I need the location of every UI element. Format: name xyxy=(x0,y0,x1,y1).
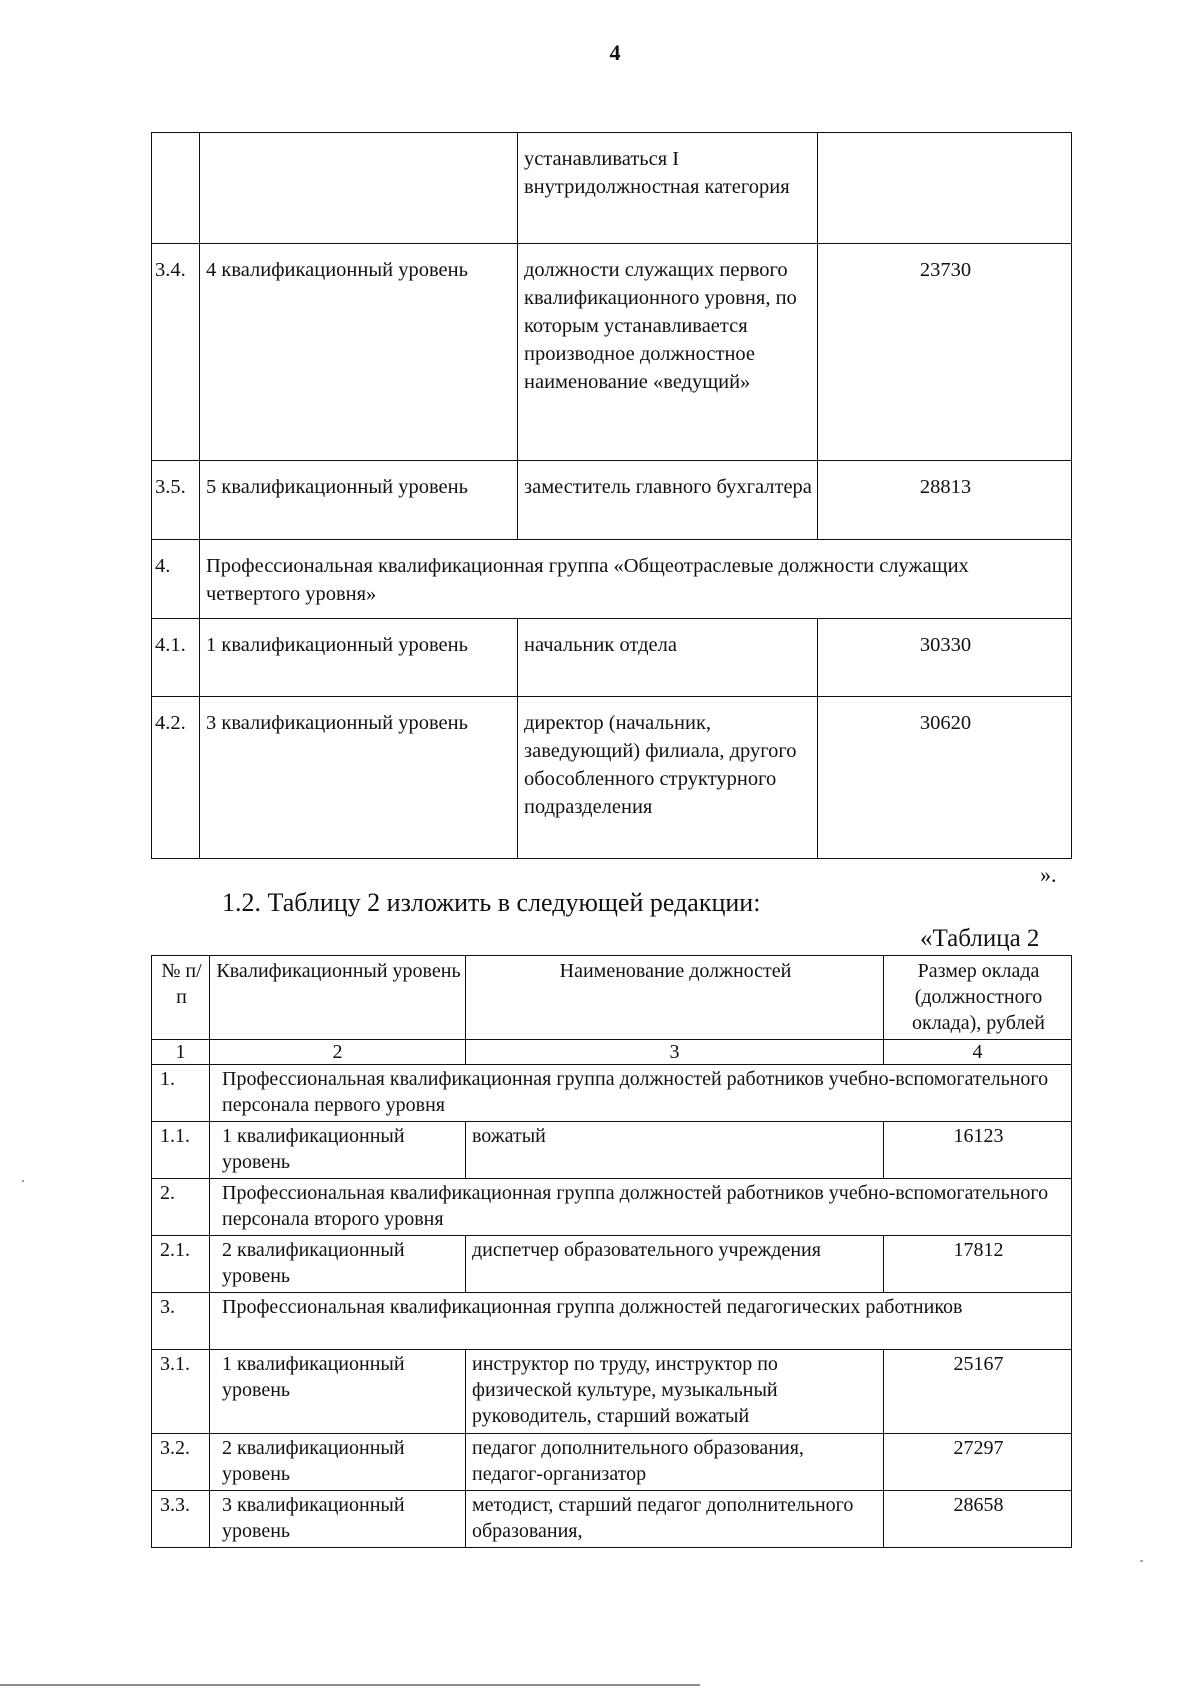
salary-value: 28813 xyxy=(818,461,1072,540)
qualification-level: 1 квалификационный уровень xyxy=(210,1122,466,1179)
qualification-group-title: Профессиональная квалификационная группа должностей педагогических работников xyxy=(210,1293,1072,1350)
row-number: 3.5. xyxy=(152,461,200,540)
table-row xyxy=(152,697,1072,859)
salary-value: 27297 xyxy=(884,1434,1072,1491)
instruction-text: 1.2. Таблицу 2 изложить в следующей редакции: xyxy=(222,888,761,917)
row-number: 3.4. xyxy=(152,244,200,461)
qualification-group-title: Профессиональная квалификационная группа должностей работников учебно-вспомогательного персонала первого уровня xyxy=(210,1065,1072,1122)
column-index-row xyxy=(152,1040,1072,1065)
row-number: 1.1. xyxy=(152,1122,210,1179)
position-names: начальник отдела xyxy=(518,619,818,697)
table-row xyxy=(152,1350,1072,1434)
scan-artifact-dot xyxy=(1140,1560,1143,1562)
table-row xyxy=(152,1236,1072,1293)
scan-artifact-line xyxy=(0,1684,700,1686)
table-row xyxy=(152,1434,1072,1491)
position-names: директор (начальник, заведующий) филиала, другого обособленного структурного подразделения xyxy=(518,697,818,859)
row-number: 3. xyxy=(152,1293,210,1350)
group-row xyxy=(152,1293,1072,1350)
column-index: 3 xyxy=(466,1040,884,1065)
qualification-group-title: Профессиональная квалификационная группа «Общеотраслевые должности служащих четвертого уровня» xyxy=(200,540,1072,619)
scan-artifact-dot xyxy=(22,1180,24,1182)
table-row xyxy=(152,1491,1072,1548)
column-index: 2 xyxy=(210,1040,466,1065)
position-names: методист, старший педагог дополнительного образования, xyxy=(466,1491,884,1548)
row-number: 3.3. xyxy=(152,1491,210,1548)
group-row xyxy=(152,540,1072,619)
row-number: 3.2. xyxy=(152,1434,210,1491)
column-index: 4 xyxy=(884,1040,1072,1065)
position-names: инструктор по труду, инструктор по физической культуре, музыкальный руководитель, старший вожатый xyxy=(466,1350,884,1434)
position-names: вожатый xyxy=(466,1122,884,1179)
row-number: 1. xyxy=(152,1065,210,1122)
table-row xyxy=(152,619,1072,697)
table-2-label: «Таблица 2 xyxy=(920,925,1040,952)
qualification-level xyxy=(200,133,518,244)
row-number: 4.1. xyxy=(152,619,200,697)
qualification-level: 2 квалификационный уровень xyxy=(210,1236,466,1293)
header-salary: Размер оклада (должностного оклада), рублей xyxy=(884,956,1072,1040)
table-row xyxy=(152,133,1072,244)
salary-table-1-continuation xyxy=(151,132,1072,859)
position-names: педагог дополнительного образования, педагог-организатор xyxy=(466,1434,884,1491)
row-number: 2. xyxy=(152,1179,210,1236)
group-row xyxy=(152,1065,1072,1122)
qualification-level: 3 квалификационный уровень xyxy=(210,1491,466,1548)
position-names: устанавливаться I внутридолжностная категория xyxy=(518,133,818,244)
salary-value: 23730 xyxy=(818,244,1072,461)
row-number: 4.2. xyxy=(152,697,200,859)
column-index: 1 xyxy=(152,1040,210,1065)
closing-quote: ». xyxy=(1040,862,1057,887)
qualification-level: 1 квалификационный уровень xyxy=(210,1350,466,1434)
table-row xyxy=(152,1122,1072,1179)
position-names: заместитель главного бухгалтера xyxy=(518,461,818,540)
row-number: 4. xyxy=(152,540,200,619)
page-number: 4 xyxy=(609,40,621,65)
salary-value: 30330 xyxy=(818,619,1072,697)
header-num: № п/п xyxy=(152,956,210,1040)
qualification-level: 2 квалификационный уровень xyxy=(210,1434,466,1491)
position-names: должности служащих первого квалификационного уровня, по которым устанавливается производное должностное наименование «ведущий» xyxy=(518,244,818,461)
qualification-level: 5 квалификационный уровень xyxy=(200,461,518,540)
qualification-group-title: Профессиональная квалификационная группа должностей работников учебно-вспомогательного персонала второго уровня xyxy=(210,1179,1072,1236)
salary-value xyxy=(818,133,1072,244)
row-number: 2.1. xyxy=(152,1236,210,1293)
row-number: 3.1. xyxy=(152,1350,210,1434)
salary-value: 28658 xyxy=(884,1491,1072,1548)
table-row xyxy=(152,244,1072,461)
group-row xyxy=(152,1179,1072,1236)
row-number xyxy=(152,133,200,244)
salary-value: 16123 xyxy=(884,1122,1072,1179)
salary-value: 25167 xyxy=(884,1350,1072,1434)
table-header-row xyxy=(152,956,1072,1040)
qualification-level: 1 квалификационный уровень xyxy=(200,619,518,697)
qualification-level: 3 квалификационный уровень xyxy=(200,697,518,859)
table-row xyxy=(152,461,1072,540)
salary-value: 30620 xyxy=(818,697,1072,859)
qualification-level: 4 квалификационный уровень xyxy=(200,244,518,461)
header-positions: Наименование должностей xyxy=(466,956,884,1040)
salary-value: 17812 xyxy=(884,1236,1072,1293)
header-level: Квалификационный уровень xyxy=(210,956,466,1040)
position-names: диспетчер образовательного учреждения xyxy=(466,1236,884,1293)
salary-table-2 xyxy=(151,955,1072,1548)
